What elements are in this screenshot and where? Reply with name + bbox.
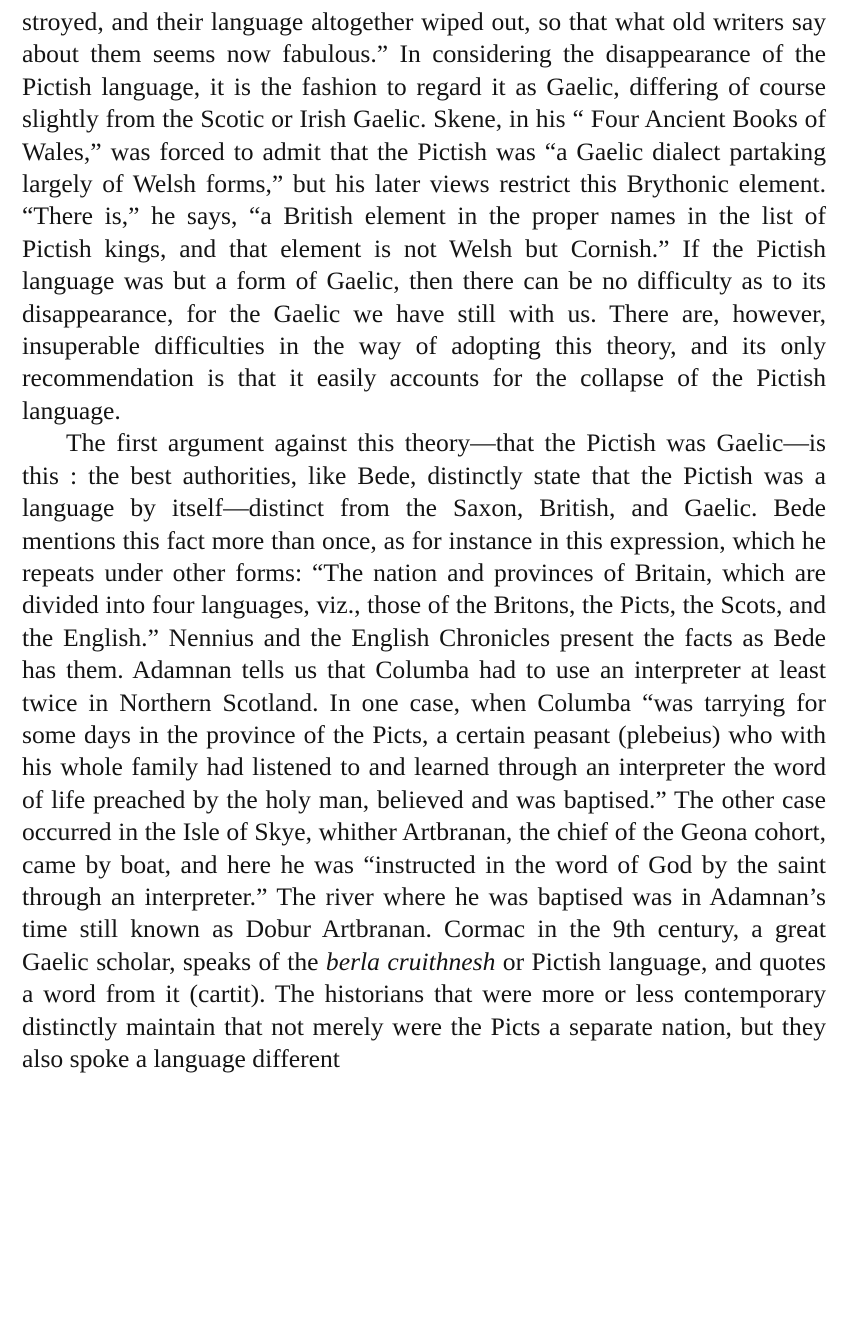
document-page	[22, 6, 826, 1075]
paragraph-2-text-before: The first argument against this theory—that the Pictish was Gaelic—is this : the best authorities, like Bede, distinctly state that the Pictish was a language by itself—distinct from the Saxon, British, and Gaelic. Bede mentions this fact more than once, as for instance in this expression, which he repeats under other forms: “The nation and provinces of Britain, which are divided into four languages, viz., those of the Britons, the Picts, the Scots, and the English.” Nennius and the English Chronicles present the facts as Bede has them. Adamnan tells us that Columba had to use an interpreter at least twice in Northern Scotland. In one case, when Columba “was tarrying for some days in the province of the Picts, a certain peasant (plebeius) who with his whole family had listened to and learned through an interpreter the word of life preached by the holy man, believed and was baptised.” The other case occurred in the Isle of Skye, whither Artbranan, the chief of the Geona cohort, came by boat, and here he was “instructed in the word of God by the saint through an interpreter.” The river where he was baptised was in Adamnan’s time still known as Dobur Artbranan. Cormac in the 9th century, a great Gaelic scholar, speaks of the	[22, 428, 826, 976]
paragraph-1: stroyed, and their language altogether wiped out, so that what old writers say about them seems now fabulous.” In considering the disappearance of the Pictish language, it is the fashion to regard it as Gaelic, differing of course slightly from the Scotic or Irish Gaelic. Skene, in his “ Four Ancient Books of Wales,” was forced to admit that the Pictish was “a Gaelic dialect partaking largely of Welsh forms,” but his later views restrict this Brythonic element. “There is,” he says, “a British element in the proper names in the list of Pictish kings, and that element is not Welsh but Cornish.” If the Pictish language was but a form of Gaelic, then there can be no difficulty as to its disappearance, for the Gaelic we have still with us. There are, however, insuperable difficulties in the way of adopting this theory, and its only recommendation is that it easily accounts for the collapse of the Pictish language.	[22, 7, 826, 425]
paragraph-2-italic-phrase: berla cruithnesh	[325, 946, 496, 976]
paragraph-2	[22, 427, 826, 1075]
paragraph-2-text-after: or Pictish language, and quotes a word from it (cartit). The historians that were more or less contemporary distinctly maintain that not merely were the Picts a separate nation, but they also spoke a language different	[22, 946, 826, 1073]
